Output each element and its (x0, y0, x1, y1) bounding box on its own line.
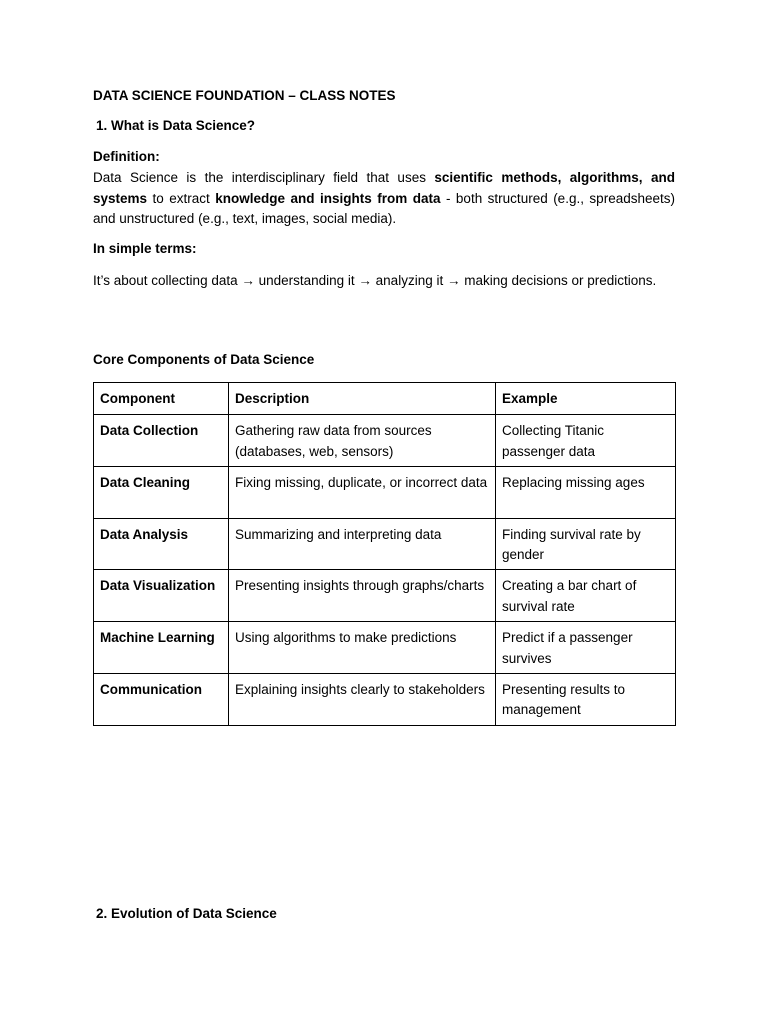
simple-terms-label: In simple terms: (93, 241, 197, 256)
cell-component: Communication (94, 673, 229, 725)
definition-paragraph (93, 168, 675, 230)
cell-example: Collecting Titanic passenger data (496, 415, 676, 467)
table-row (94, 466, 676, 518)
cell-component: Data Visualization (94, 570, 229, 622)
table-header-row (94, 383, 676, 415)
table-row (94, 415, 676, 467)
definition-label: Definition: (93, 149, 160, 164)
definition-text-3: - both structured (e.g., spreadsheets) and unstructured (e.g., text, images, social media). (93, 190, 675, 226)
cell-description: Summarizing and interpreting data (229, 518, 496, 570)
core-components-table (93, 382, 676, 726)
cell-description: Gathering raw data from sources (databases, web, sensors) (229, 415, 496, 467)
cell-description: Explaining insights clearly to stakeholders (229, 673, 496, 725)
section-heading-evolution: 2. Evolution of Data Science (96, 906, 277, 921)
cell-example: Presenting results to management (496, 673, 676, 725)
table-row (94, 622, 676, 674)
cell-description: Fixing missing, duplicate, or incorrect data (229, 466, 496, 518)
cell-description: Presenting insights through graphs/charts (229, 570, 496, 622)
definition-bold-1: scientific methods, algorithms, and systems (93, 170, 675, 206)
table-row (94, 570, 676, 622)
cell-component: Data Cleaning (94, 466, 229, 518)
cell-component: Machine Learning (94, 622, 229, 674)
cell-component: Data Collection (94, 415, 229, 467)
simple-terms-paragraph: It’s about collecting data → understanding it → analyzing it → making decisions or predictions. (93, 273, 657, 288)
definition-text-1: Data Science is the interdisciplinary field that uses (93, 170, 435, 185)
table-title: Core Components of Data Science (93, 352, 315, 367)
cell-component: Data Analysis (94, 518, 229, 570)
document-title: DATA SCIENCE FOUNDATION – CLASS NOTES (93, 88, 396, 103)
table-row (94, 518, 676, 570)
cell-example: Replacing missing ages (496, 466, 676, 518)
header-component: Component (94, 383, 229, 415)
definition-text-2: to extract (147, 190, 216, 206)
cell-example: Finding survival rate by gender (496, 518, 676, 570)
definition-bold-2: knowledge and insights from data (215, 190, 441, 206)
cell-example: Creating a bar chart of survival rate (496, 570, 676, 622)
cell-description: Using algorithms to make predictions (229, 622, 496, 674)
section-heading-what-is-data-science: 1. What is Data Science? (96, 118, 256, 133)
header-description: Description (229, 383, 496, 415)
header-example: Example (496, 383, 676, 415)
table-row (94, 673, 676, 725)
cell-example: Predict if a passenger survives (496, 622, 676, 674)
